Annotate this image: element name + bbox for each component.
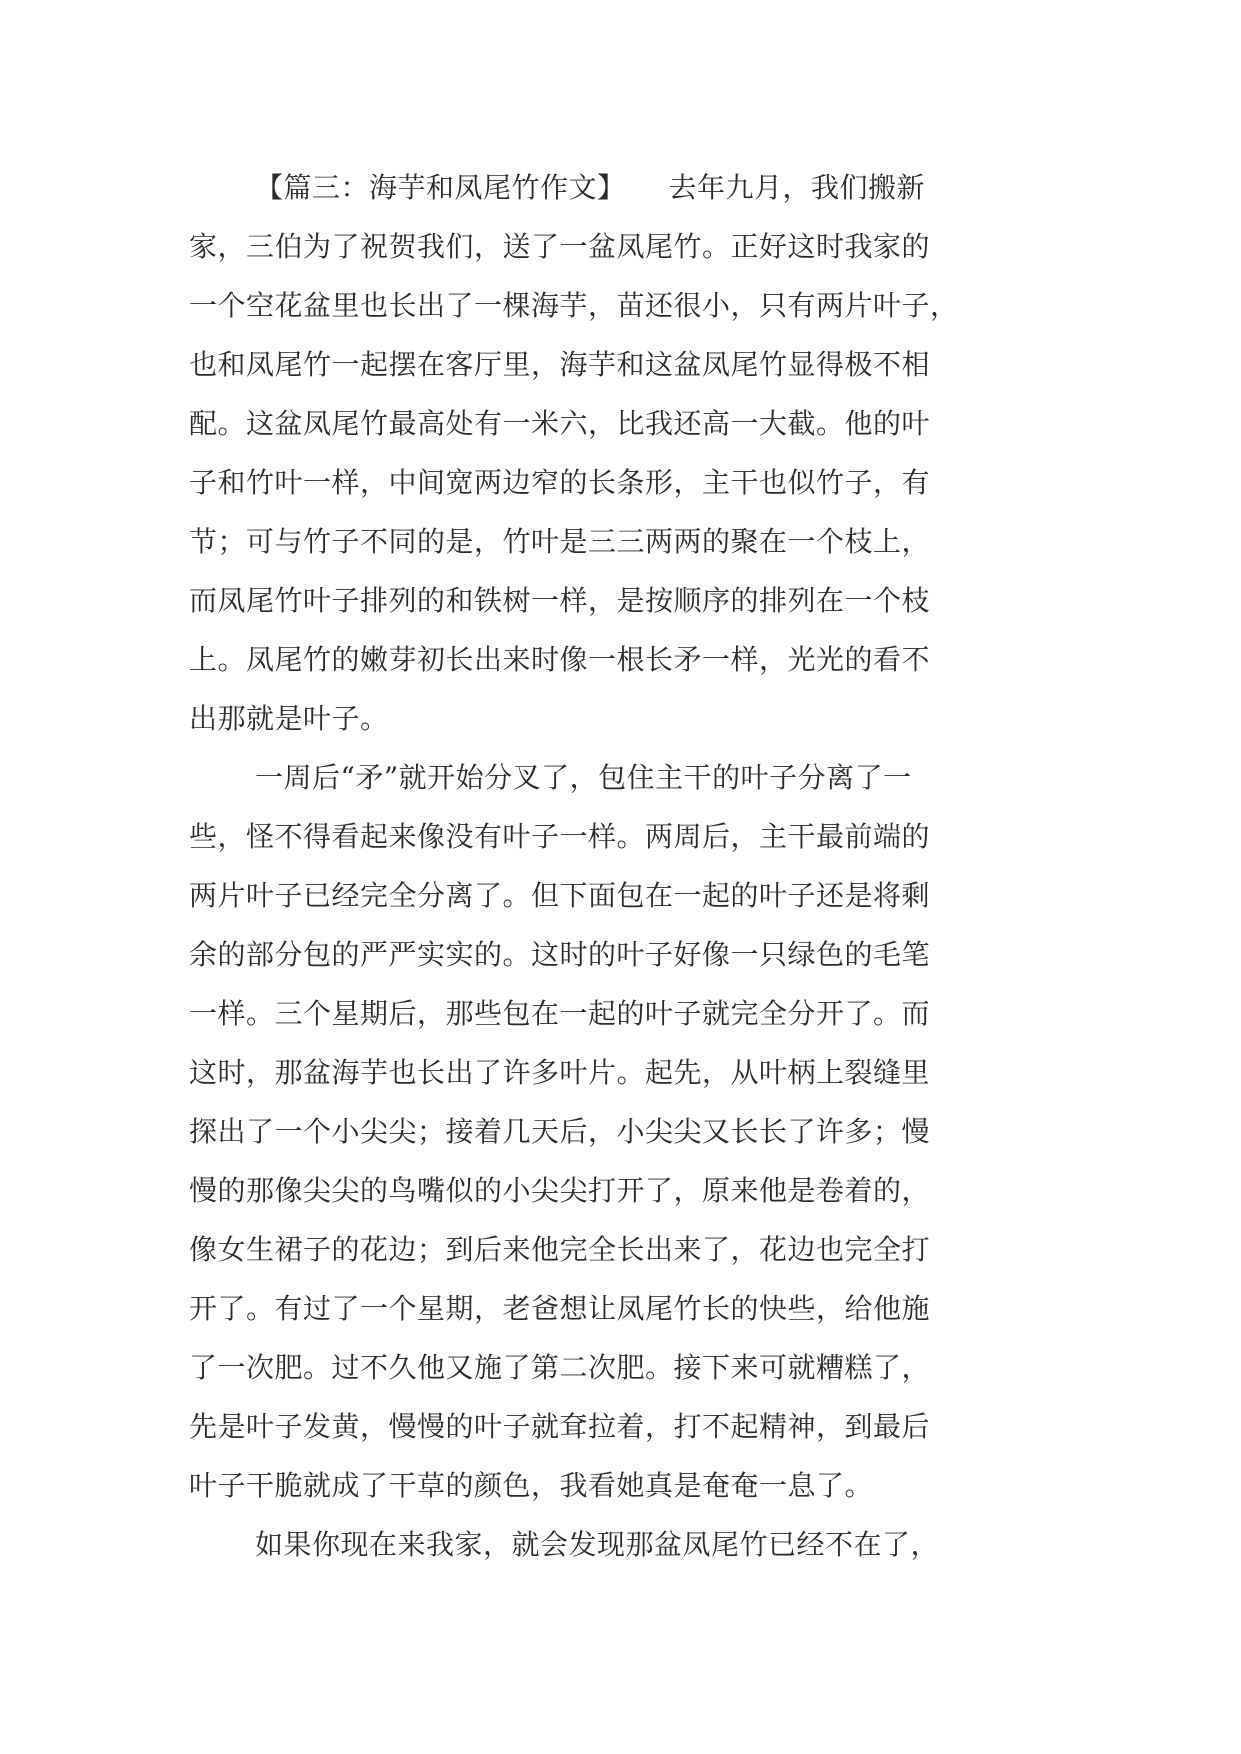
text-line: 开了。有过了一个星期，老爸想让凤尾竹长的快些，给他施 <box>189 1292 931 1325</box>
text-line: 一周后“矛”就开始分叉了，包住主干的叶子分离了一 <box>255 761 912 794</box>
text-line: 一个空花盆里也长出了一棵海芋，苗还很小，只有两片叶子， <box>189 289 959 322</box>
text-line: 慢的那像尖尖的鸟嘴似的小尖尖打开了，原来他是卷着的， <box>189 1174 931 1207</box>
text-line: 子和竹叶一样，中间宽两边窄的长条形，主干也似竹子，有 <box>189 466 931 499</box>
text-line: 先是叶子发黄，慢慢的叶子就耷拉着，打不起精神，到最后 <box>189 1410 931 1443</box>
text-line: 而凤尾竹叶子排列的和铁树一样，是按顺序的排列在一个枝 <box>189 584 931 617</box>
text-line: 出那就是叶子。 <box>189 702 389 735</box>
text-line: 如果你现在来我家，就会发现那盆凤尾竹已经不在了， <box>255 1528 940 1561</box>
text-line: 余的部分包的严严实实的。这时的叶子好像一只绿色的毛笔 <box>189 938 931 971</box>
text-line: 叶子干脆就成了干草的颜色，我看她真是奄奄一息了。 <box>189 1469 874 1502</box>
paragraph-3 <box>189 1515 1061 1574</box>
text-line: 探出了一个小尖尖；接着几天后，小尖尖又长长了许多；慢 <box>189 1115 931 1148</box>
text-line: 【篇三：海芋和凤尾竹作文】 去年九月，我们搬新 <box>255 171 926 204</box>
text-line: 家，三伯为了祝贺我们，送了一盆凤尾竹。正好这时我家的 <box>189 230 931 263</box>
text-line: 也和凤尾竹一起摆在客厅里，海芋和这盆凤尾竹显得极不相 <box>189 348 931 381</box>
paragraph-1 <box>189 158 1061 748</box>
text-line: 这时，那盆海芋也长出了许多叶片。起先，从叶柄上裂缝里 <box>189 1056 931 1089</box>
text-line: 两片叶子已经完全分离了。但下面包在一起的叶子还是将剩 <box>189 879 931 912</box>
essay-body <box>189 158 1061 1574</box>
text-line: 些，怪不得看起来像没有叶子一样。两周后，主干最前端的 <box>189 820 931 853</box>
text-line: 上。凤尾竹的嫩芽初长出来时像一根长矛一样，光光的看不 <box>189 643 931 676</box>
text-line: 配。这盆凤尾竹最高处有一米六，比我还高一大截。他的叶 <box>189 407 931 440</box>
text-line: 节；可与竹子不同的是，竹叶是三三两两的聚在一个枝上， <box>189 525 931 558</box>
text-line: 一样。三个星期后，那些包在一起的叶子就完全分开了。而 <box>189 997 931 1030</box>
paragraph-2 <box>189 748 1061 1515</box>
text-line: 了一次肥。过不久他又施了第二次肥。接下来可就糟糕了， <box>189 1351 931 1384</box>
text-line: 像女生裙子的花边；到后来他完全长出来了，花边也完全打 <box>189 1233 931 1266</box>
